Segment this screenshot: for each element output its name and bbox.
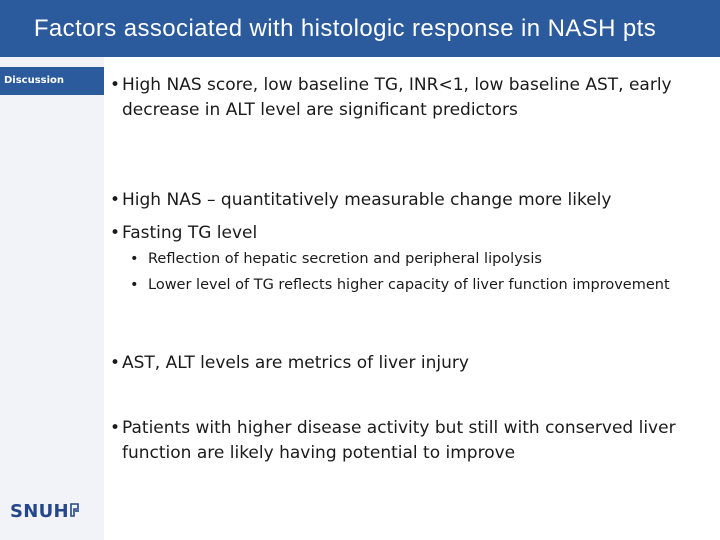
bullet-text: AST, ALT levels are metrics of liver injury [122, 353, 469, 373]
bullet-item [110, 73, 700, 123]
bullet-marker: • [110, 353, 121, 373]
bullet-marker: • [130, 251, 139, 267]
section-label: Discussion [4, 75, 65, 86]
bullet-text: Fasting TG level [122, 223, 258, 243]
bullet-marker: • [110, 75, 121, 95]
title-bar [0, 0, 720, 57]
sub-bullet-item [130, 249, 690, 270]
bullet-item [110, 351, 700, 376]
bullet-text: Patients with higher disease activity but still with conserved liver function are likely having potential to improve [122, 418, 676, 463]
sub-bullet-text: Reflection of hepatic secretion and peripheral lipolysis [148, 251, 542, 267]
bullet-text: High NAS score, low baseline TG, INR<1, low baseline AST, early decrease in ALT level are significant predictors [122, 75, 672, 120]
sub-bullet-text: Lower level of TG reflects higher capacity of liver function improvement [148, 277, 670, 293]
bullet-text: High NAS – quantitatively measurable change more likely [122, 190, 612, 210]
logo-mark-icon [70, 503, 80, 517]
sub-bullet-item [130, 275, 690, 296]
bullet-item [110, 416, 700, 466]
bullet-marker: • [110, 418, 121, 438]
bullet-marker: • [110, 223, 121, 243]
snuh-logo: SNUH [10, 501, 69, 522]
bullet-item [110, 221, 700, 246]
slide-title: Factors associated with histologic response in NASH pts [33, 15, 657, 42]
sidebar [0, 57, 104, 540]
bullet-item [110, 188, 700, 213]
bullet-marker: • [130, 277, 139, 293]
bullet-marker: • [110, 190, 121, 210]
